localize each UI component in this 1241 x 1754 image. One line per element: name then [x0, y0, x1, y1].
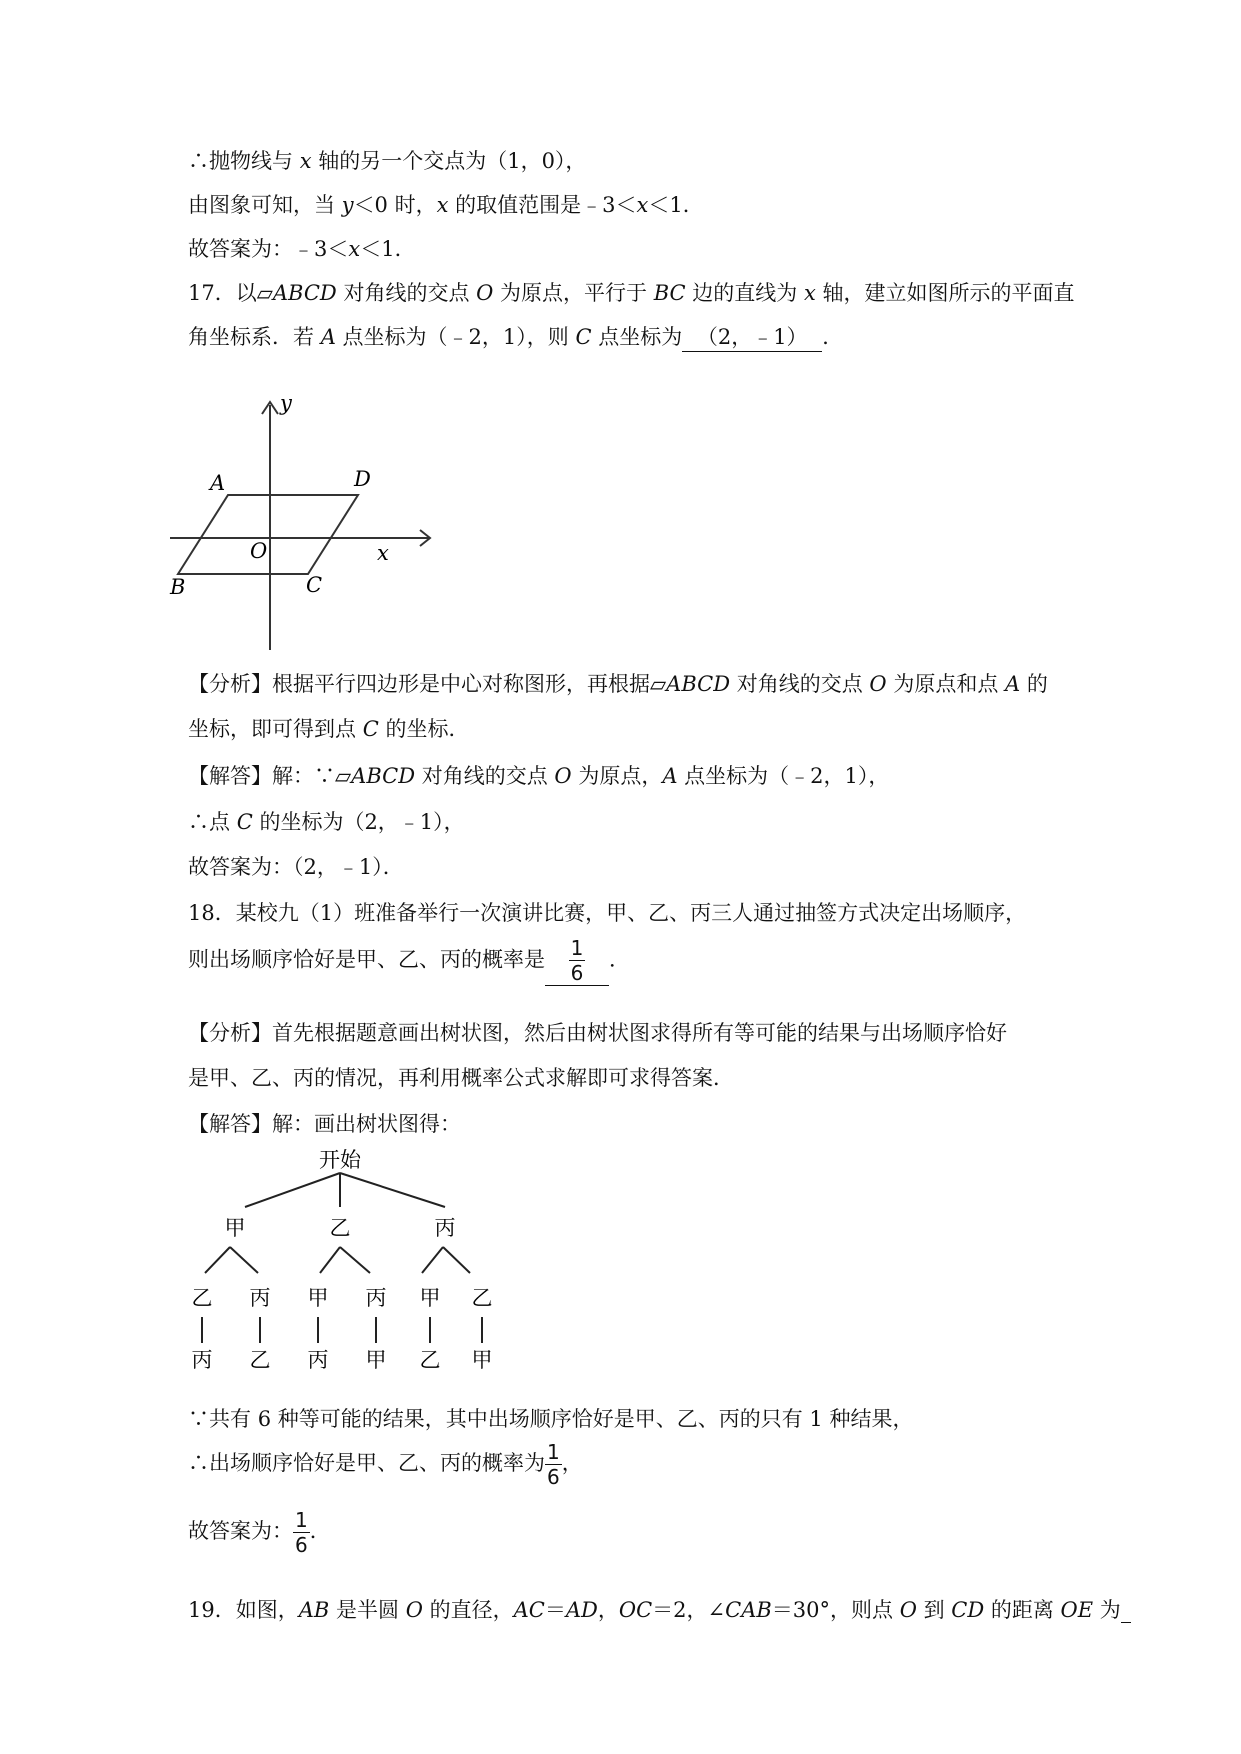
q18-result-2: ∴出场顺序恰好是甲、乙、丙的概率为 $\frac{1}{6}$ ，: [188, 1440, 583, 1489]
tree-l1-node: 甲: [224, 1216, 246, 1240]
tree-l1-node: 丙: [434, 1216, 456, 1240]
label-o: O: [250, 539, 268, 563]
tree-l2-node: 乙: [191, 1286, 213, 1310]
label-d: D: [354, 467, 371, 491]
q17-solution-3: 故答案为：（2，﹣1）．: [188, 855, 404, 879]
q18-solution-1: 【解答】解：画出树状图得：: [188, 1112, 461, 1136]
tree-l2-node: 乙: [471, 1286, 493, 1310]
p16-line-1: ∴抛物线与 x 轴的另一个交点为（1，0），: [188, 149, 587, 173]
label-x: x: [377, 541, 389, 565]
q18-result-fraction: $\frac{1}{6}$: [547, 1440, 560, 1489]
parallelogram-abcd: [178, 495, 358, 574]
tree-l2-node: 甲: [307, 1286, 329, 1310]
q19-answer-blank: [1121, 1598, 1131, 1623]
q17-solution-2: ∴点 C 的坐标为（2，﹣1），: [188, 810, 465, 834]
tree-l3-node: 甲: [471, 1348, 493, 1372]
q18-answer-fraction: $\frac{1}{6}$: [570, 936, 584, 985]
tree-l3-node: 甲: [365, 1348, 387, 1372]
p16-line-2: 由图象可知，当 y＜0 时，x 的取值范围是﹣3＜x＜1．: [188, 193, 704, 217]
tree-root: 开始: [319, 1148, 361, 1172]
q18-result-3: 故答案为： $\frac{1}{6}$ ．: [188, 1508, 331, 1557]
tree-diagram: [180, 1145, 540, 1385]
label-b: B: [170, 575, 186, 599]
tree-l3-node: 乙: [419, 1348, 441, 1372]
tree-l3-node: 丙: [307, 1348, 329, 1372]
tree-l3-node: 乙: [249, 1348, 271, 1372]
label-a: A: [210, 471, 226, 495]
tree-l2-node: 丙: [249, 1286, 271, 1310]
q17-line-1: 17．以▱ABCD 对角线的交点 O 为原点，平行于 BC 边的直线为 x 轴，建立如图所示的平面直: [188, 281, 1075, 305]
q17-answer-blank: （2，﹣1）: [682, 321, 822, 352]
q17-analysis-1: 【分析】根据平行四边形是中心对称图形，再根据▱ABCD 对角线的交点 O 为原点和点 A 的: [188, 672, 1048, 696]
q17-solution-1: 【解答】解：∵▱ABCD 对角线的交点 O 为原点，A 点坐标为（﹣2，1），: [188, 764, 890, 788]
parallelogram-figure: [170, 390, 450, 650]
q17-analysis-2: 坐标，即可得到点 C 的坐标．: [188, 717, 470, 741]
tree-l3-node: 丙: [191, 1348, 213, 1372]
q18-final-fraction: $\frac{1}{6}$: [295, 1508, 308, 1557]
tree-l2-node: 丙: [365, 1286, 387, 1310]
q18-analysis-1: 【分析】首先根据题意画出树状图，然后由树状图求得所有等可能的结果与出场顺序恰好: [188, 1021, 1007, 1045]
q18-line-1: 18．某校九（1）班准备举行一次演讲比赛，甲、乙、丙三人通过抽签方式决定出场顺序，: [188, 901, 1027, 925]
q18-analysis-2: 是甲、乙、丙的情况，再利用概率公式求解即可求得答案．: [188, 1066, 734, 1090]
p16-line-3: 故答案为：﹣3＜x＜1．: [188, 237, 416, 261]
q18-answer-blank: [545, 936, 609, 986]
tree-l2-node: 甲: [419, 1286, 441, 1310]
tree-l1-node: 乙: [329, 1216, 351, 1240]
q18-result-1: ∵共有 6 种等可能的结果，其中出场顺序恰好是甲、乙、丙的只有 1 种结果，: [188, 1407, 914, 1431]
q17-line-2: 角坐标系．若 A 点坐标为（﹣2，1），则 C 点坐标为 （2，﹣1） ．: [188, 321, 843, 352]
q19-line-1: 19．如图，AB 是半圆 O 的直径，AC＝AD，OC＝2，∠CAB＝30°，则点 O 到 CD 的距离 OE 为: [188, 1594, 1131, 1624]
q18-line-2: 则出场顺序恰好是甲、乙、丙的概率是 $\frac{1}{6}$ ．: [188, 936, 630, 985]
label-y: y: [280, 391, 292, 415]
label-c: C: [306, 573, 323, 597]
